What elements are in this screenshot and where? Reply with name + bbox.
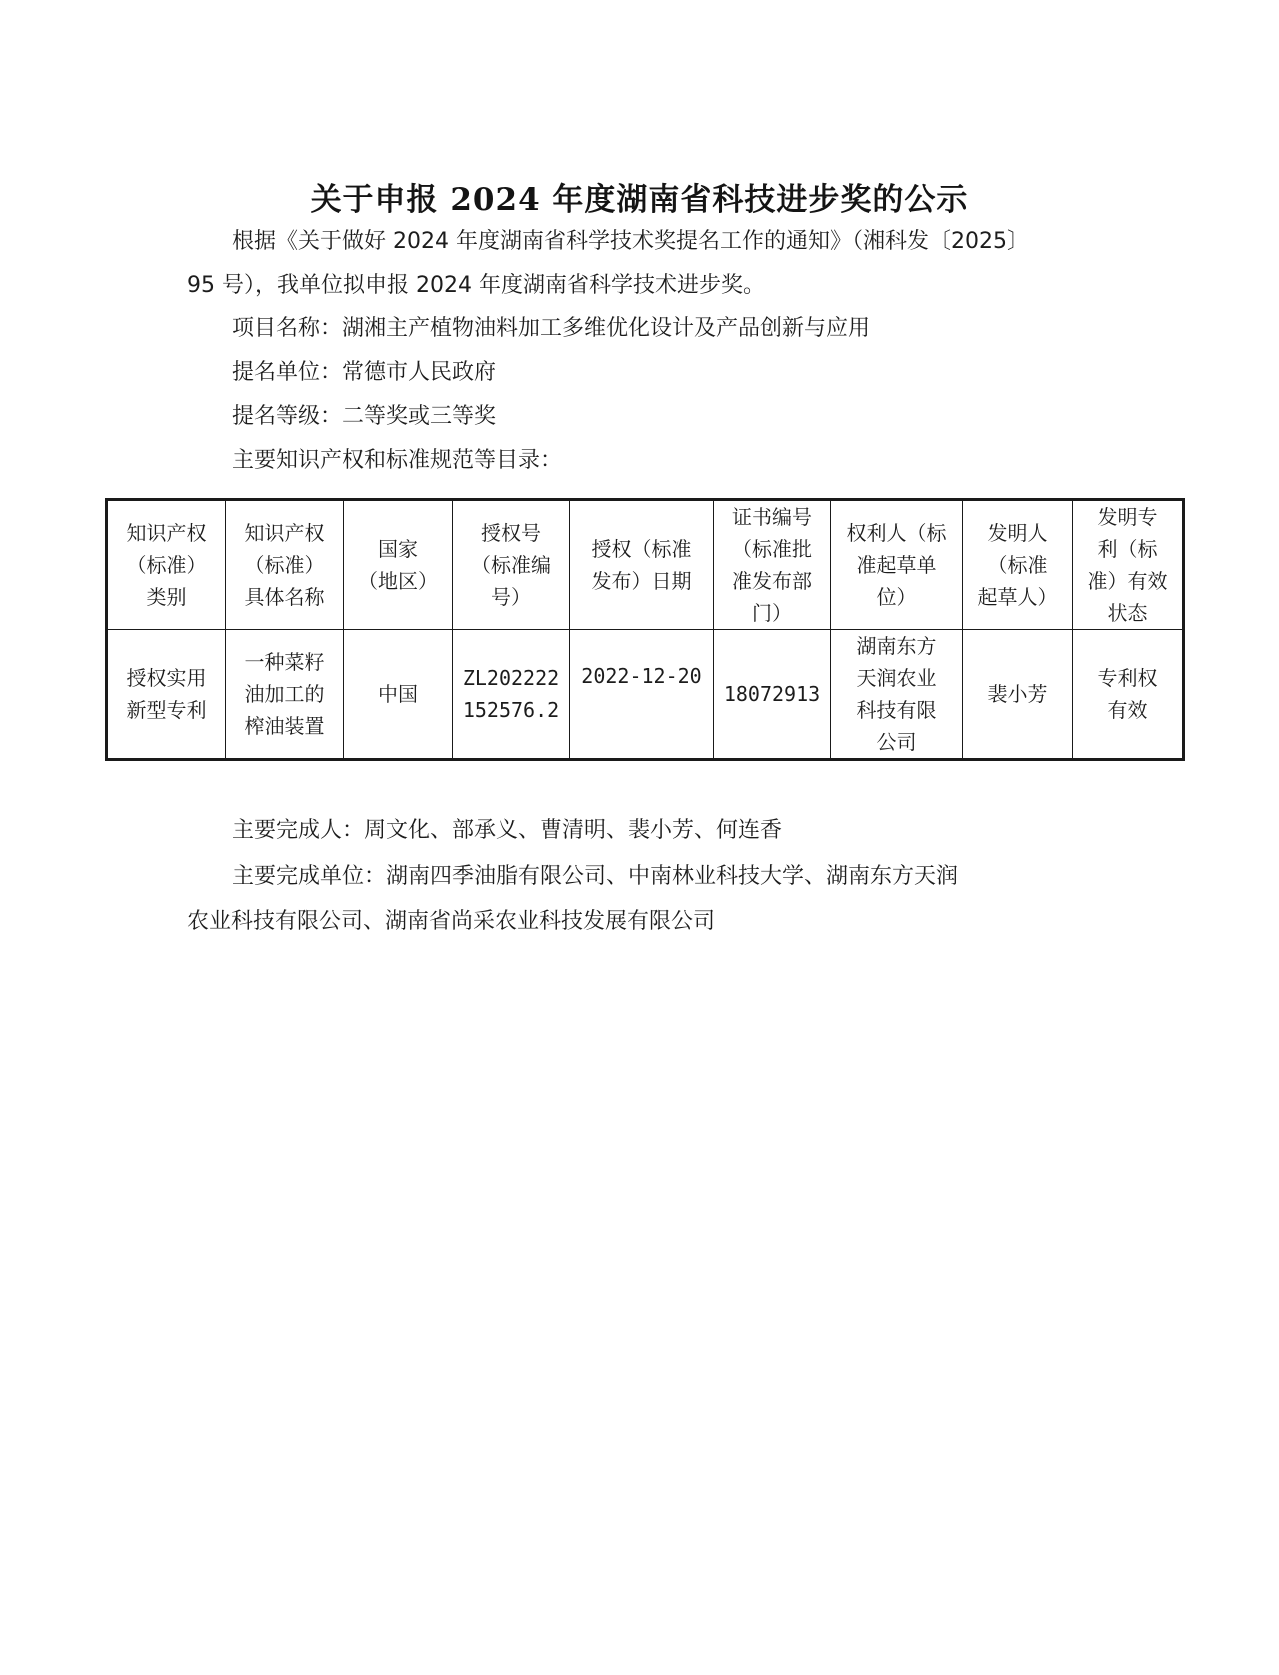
- cell-certificate-number: 18072913: [714, 630, 831, 760]
- header-inventor: 发明人 （标准 起草人）: [963, 500, 1073, 630]
- header-grant-number: 授权号 （标准编 号）: [453, 500, 570, 630]
- cell-ip-category: 授权实用 新型专利: [107, 630, 226, 760]
- cell-validity-status: 专利权 有效: [1073, 630, 1184, 760]
- ip-table: [105, 498, 1185, 761]
- cell-inventor: 裴小芳: [963, 630, 1073, 760]
- award-level: 提名等级：二等奖或三等奖: [232, 404, 497, 429]
- cell-ip-name: 一种菜籽 油加工的 榨油装置: [226, 630, 344, 760]
- header-validity-status: 发明专 利（标 准）有效 状态: [1073, 500, 1184, 630]
- main-units-line-1: 主要完成单位：湖南四季油脂有限公司、中南林业科技大学、湖南东方天润: [232, 864, 959, 889]
- nominating-unit: 提名单位：常德市人民政府: [232, 360, 497, 385]
- header-rights-holder: 权利人（标 准起草单 位）: [831, 500, 963, 630]
- main-completers: 主要完成人：周文化、部承义、曹清明、裴小芳、何连香: [232, 818, 783, 843]
- cell-grant-date: 2022-12-20: [570, 630, 714, 760]
- cell-country: 中国: [344, 630, 453, 760]
- main-units-line-2: 农业科技有限公司、湖南省尚采农业科技发展有限公司: [187, 909, 716, 934]
- cell-grant-number: ZL202222 152576.2: [453, 630, 570, 760]
- project-name: 项目名称：湖湘主产植物油料加工多维优化设计及产品创新与应用: [232, 316, 871, 341]
- header-ip-category: 知识产权 （标准） 类别: [107, 500, 226, 630]
- table-header-row: [107, 500, 1184, 630]
- ip-list-heading: 主要知识产权和标准规范等目录：: [232, 448, 563, 473]
- document-title: 关于申报 2024 年度湖南省科技进步奖的公示: [310, 182, 969, 218]
- basis-line-1: 根据《关于做好 2024 年度湖南省科学技术奖提名工作的通知》（湘科发〔2025〕: [232, 229, 1029, 254]
- header-grant-date: 授权（标准 发布）日期: [570, 500, 714, 630]
- table-row: [107, 630, 1184, 760]
- header-country: 国家 （地区）: [344, 500, 453, 630]
- header-ip-name: 知识产权 （标准） 具体名称: [226, 500, 344, 630]
- header-certificate-number: 证书编号 （标准批 准发布部 门）: [714, 500, 831, 630]
- cell-rights-holder: 湖南东方 天润农业 科技有限 公司: [831, 630, 963, 760]
- basis-line-2: 95 号），我单位拟申报 2024 年度湖南省科学技术进步奖。: [187, 273, 765, 298]
